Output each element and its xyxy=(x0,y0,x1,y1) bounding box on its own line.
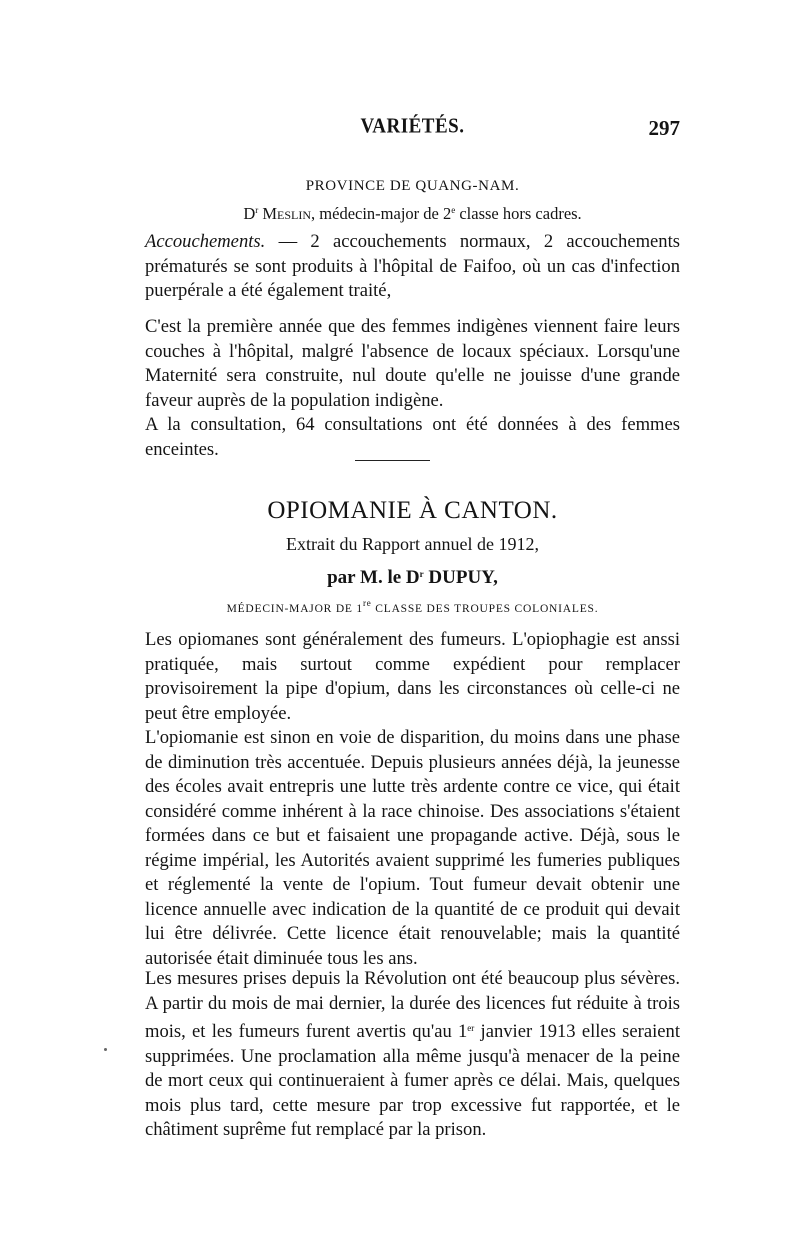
paragraph-text: A la consultation, 64 consultations ont été données à des femmes enceintes. xyxy=(145,414,680,460)
author-class-sup: e xyxy=(451,205,456,215)
section-heading-quang-nam: PROVINCE DE QUANG-NAM. xyxy=(305,178,520,194)
paragraph-text: Les opiomanes sont généralement des fumeurs. L'opiophagie est anssi pratiquée, mais surtout comme expédient pour remplacer provisoirement la pipe d'opium, dans les circonstances où celle-ci ne peut être employée. xyxy=(145,629,680,724)
byline-sup: r xyxy=(419,569,424,579)
rank-sup: re xyxy=(363,598,372,608)
byline-name: DUPUY, xyxy=(423,567,498,588)
paragraph-text: — 2 accouchements normaux, 2 accouchements prématurés se sont produits à l'hôpital de Faifoo, où un cas d'infection puerpérale a été également traité, xyxy=(145,231,680,301)
running-title: VARIÉTÉS. xyxy=(360,114,465,138)
margin-mark xyxy=(104,1048,107,1051)
paragraph-text-b: janvier 1913 elles seraient supprimées. Une proclamation alla même jusqu'à menacer de la peine de mort ceux qui continueraient à fumer après ce délai. Mais, quelques mois plus tard, cette mesure par trop excessive fut rapportée, et le châtiment suprême fut remplacé par la prison. xyxy=(145,1021,680,1140)
rank-a: MÉDECIN-MAJOR DE 1 xyxy=(226,603,363,615)
author-class-number: 2 xyxy=(442,204,452,223)
paragraph-text: C'est la première année que des femmes indigènes viennent faire leurs couches à l'hôpital, malgré l'absence de locaux spéciaux. Lorsqu'une Maternité sera construite, nul doute qu'elle ne jouisse d'une grande faveur auprès de la population indigène. xyxy=(145,316,680,411)
paragraph-text: L'opiomanie est sinon en voie de disparition, du moins dans une phase de diminution très accentuée. Depuis plusieurs années déjà, la jeunesse des écoles avait entrepris une lutte très ardente contre ce vice, qui était considéré comme inhérent à la race chinoise. Des associations s'étaient formées dans ce but et faisaient une propagande active. Déjà, sous le régime impérial, les Autorités avaient supprimé les fumeries publiques et réglementé la vente de l'opium. Tout fumeur devait obtenir une licence annuelle avec indication de la quantité de ce produit qui devait lui être délivrée. Cette licence était renouvelable; mais la quantité autorisée était diminuée tous les ans. xyxy=(145,727,680,969)
paragraph-consultation xyxy=(145,413,680,462)
author-rank xyxy=(145,598,680,615)
section-author-line xyxy=(145,204,680,224)
article-subtitle: Extrait du Rapport annuel de 1912, xyxy=(286,534,539,554)
paragraph-sup: er xyxy=(467,1023,475,1033)
author-role-b: classe hors cadres. xyxy=(455,204,582,223)
byline-prefix: par M. le D xyxy=(327,567,420,588)
paragraph-premiere-annee xyxy=(145,315,680,413)
article-title: OPIOMANIE À CANTON. xyxy=(267,497,558,524)
author-role-a: , médecin-major de xyxy=(311,204,443,223)
paragraph-mesures xyxy=(145,967,680,1143)
paragraph-text-a: Les mesures prises depuis la Révolution ont été beaucoup plus sévères. A partir du mois de mai dernier, la durée des licences fut réduite à trois mois, et les fumeurs furent avertis qu'au 1 xyxy=(145,968,680,1042)
author-name: Meslin xyxy=(262,204,312,223)
author-prefix-sup: r xyxy=(255,205,259,215)
paragraph-opiomanes xyxy=(145,628,680,726)
paragraph-disparition xyxy=(145,726,680,971)
paragraph-accouchements xyxy=(145,230,680,304)
article-byline xyxy=(145,567,680,589)
page-number: 297 xyxy=(648,116,680,140)
section-divider xyxy=(355,460,430,461)
paragraph-lead: Accouchements. xyxy=(145,231,266,252)
page-header xyxy=(145,116,680,146)
rank-b: CLASSE DES TROUPES COLONIALES. xyxy=(371,603,599,615)
author-prefix: D xyxy=(243,204,256,223)
